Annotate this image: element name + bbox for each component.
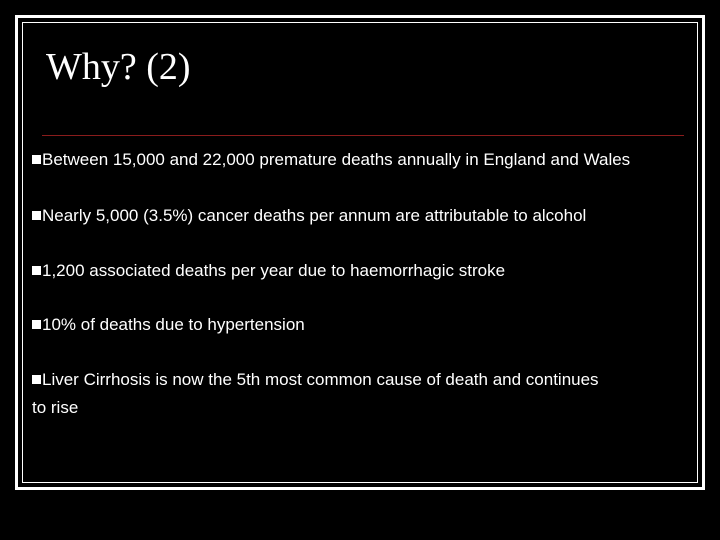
bullet-item: [32, 202, 692, 230]
square-bullet-icon: [32, 155, 41, 164]
bullet-text: Liver Cirrhosis is now the 5th most common cause of death and continues to rise: [32, 370, 599, 417]
bullet-item: [32, 366, 612, 422]
square-bullet-icon: [32, 211, 41, 220]
title-divider: [42, 135, 684, 136]
bullet-text: 1,200 associated deaths per year due to haemorrhagic stroke: [42, 261, 506, 280]
bullet-text: Between 15,000 and 22,000 premature deaths annually in England and Wales: [42, 150, 631, 169]
square-bullet-icon: [32, 320, 41, 329]
bullet-item: [32, 311, 692, 339]
slide-title: Why? (2): [46, 46, 191, 88]
bullet-text: Nearly 5,000 (3.5%) cancer deaths per annum are attributable to alcohol: [42, 206, 587, 225]
bullet-text: 10% of deaths due to hypertension: [42, 315, 305, 334]
square-bullet-icon: [32, 375, 41, 384]
square-bullet-icon: [32, 266, 41, 275]
bullet-item: [32, 257, 692, 285]
bullet-item: [32, 146, 692, 174]
